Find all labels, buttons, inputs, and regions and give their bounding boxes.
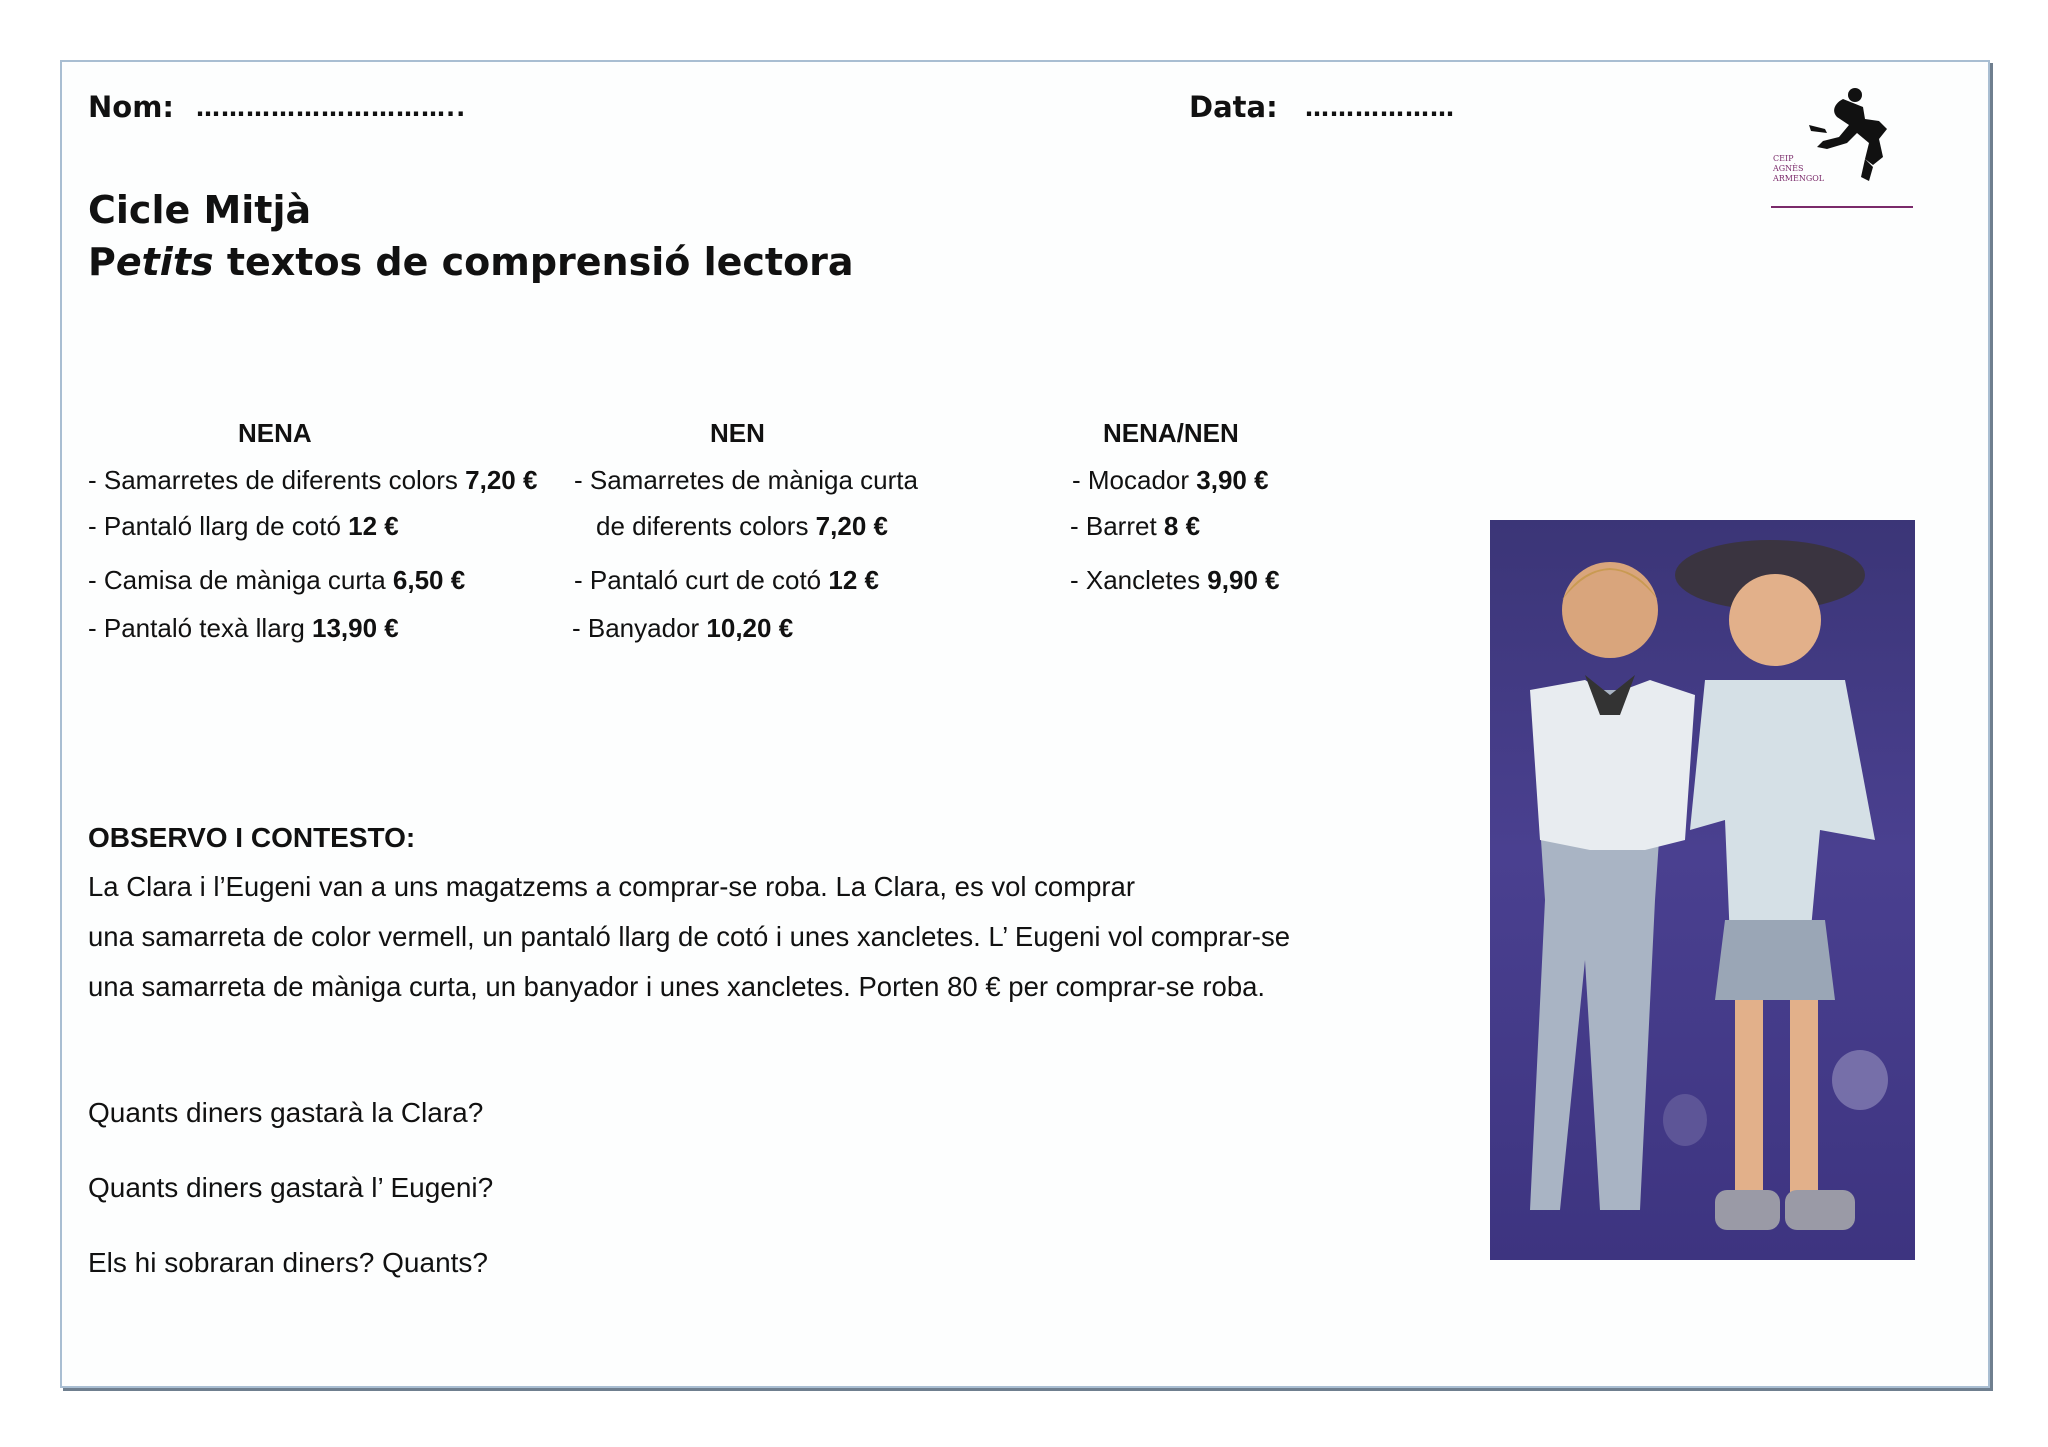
column-heading-nen: NEN <box>710 418 765 448</box>
column-heading-nena: NENA <box>238 418 312 448</box>
question-1: Quants diners gastarà la Clara? <box>88 1097 484 1128</box>
paragraph-line: La Clara i l’Eugeni van a uns magatzems a comprar-se roba. La Clara, es vol comprar <box>88 871 1136 902</box>
jumping-girl-icon <box>1765 85 1915 215</box>
price-item: - Samarretes de màniga curta <box>574 465 918 495</box>
nom-label: Nom: <box>88 90 175 124</box>
paragraph-line: una samarreta de color vermell, un pantaló llarg de cotó i unes xancletes. L’ Eugeni vol comprar-se <box>88 921 1290 952</box>
logo-text-2: AGNÈS <box>1773 164 1804 173</box>
price-item: - Barret 8 € <box>1070 511 1201 541</box>
price-item: - Camisa de màniga curta 6,50 € <box>88 565 466 595</box>
column-heading-nena-nen: NENA/NEN <box>1103 418 1239 448</box>
price-item: - Mocador 3,90 € <box>1072 465 1269 495</box>
nom-blank: ………………………….. <box>196 94 467 122</box>
exercise-paragraph <box>88 862 1290 1012</box>
price-item: de diferents colors 7,20 € <box>596 511 888 541</box>
question-3: Els hi sobraran diners? Quants? <box>88 1247 488 1278</box>
school-logo <box>1765 85 1915 215</box>
price-item: - Pantaló curt de cotó 12 € <box>574 565 879 595</box>
price-item: - Pantaló llarg de cotó 12 € <box>88 511 399 541</box>
price-item: - Banyador 10,20 € <box>572 613 794 643</box>
question-2: Quants diners gastarà l’ Eugeni? <box>88 1172 494 1203</box>
page-subtitle: Petits textos de comprensió lectora <box>88 240 854 284</box>
children-photo <box>1490 520 1915 1260</box>
logo-text-1: CEIP <box>1773 154 1794 163</box>
page-title: Cicle Mitjà <box>88 188 312 232</box>
price-item: - Pantaló texà llarg 13,90 € <box>88 613 399 643</box>
logo-text-3: ARMENGOL <box>1773 174 1825 183</box>
price-item: - Samarretes de diferents colors 7,20 € <box>88 465 538 495</box>
paragraph-line: una samarreta de màniga curta, un banyador i unes xancletes. Porten 80 € per comprar-se roba. <box>88 971 1266 1002</box>
data-blank: ……………… <box>1305 94 1455 122</box>
price-item: - Xancletes 9,90 € <box>1070 565 1280 595</box>
data-label: Data: <box>1189 90 1278 124</box>
exercise-heading: OBSERVO I CONTESTO: <box>88 822 416 853</box>
